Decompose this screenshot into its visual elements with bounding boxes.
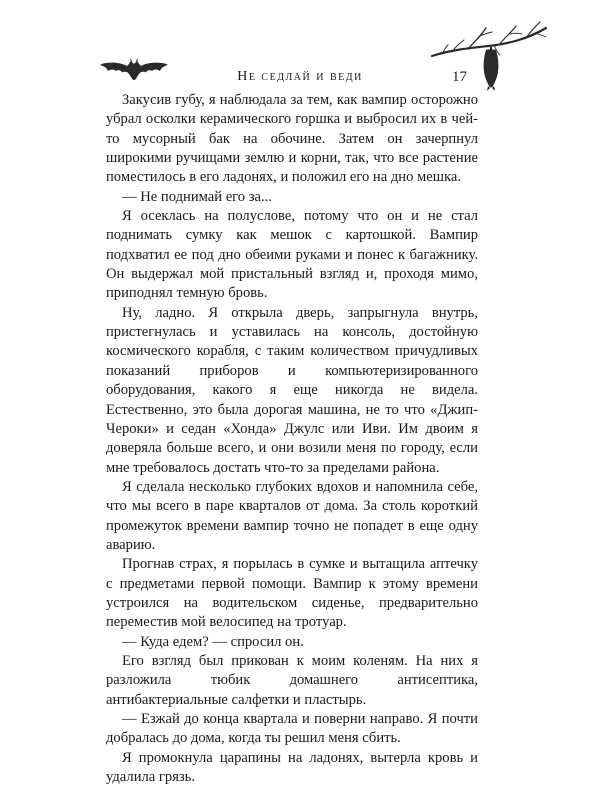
paragraph: Его взгляд был прикован к моим коленям. На них я разложила тюбик домашнего антисептика, антибактериальные салфетки и пластырь.	[106, 652, 478, 708]
paragraph: Прогнав страх, я порылась в сумке и вытащила аптечку с предметами первой помощи. Вампир к этому времени устроился на водительском сиденье, предварительно переместив мой велосипед на тротуар.	[106, 556, 478, 631]
page-header	[0, 0, 600, 100]
paragraph: Ну, ладно. Я открыла дверь, запрыгнула внутрь, пристегнулась и уставилась на консоль, достойную космического корабля, с таким количеством причудливых показаний приборов и компьютеризированного оборудования, какого я еще никогда не видела. Естественно, это была дорогая машина, не то что «Джип-Чероки» и седан «Хонда» Джулс или Иви. Им двоим я доверяла больше всего, и они возили меня по городу, если мне требовалось достать что-то за пределами района.	[106, 304, 478, 476]
page-number: 17	[452, 69, 467, 85]
paragraph: Я осеклась на полуслове, потому что он и не стал поднимать сумку как мешок с картошкой. Вампир подхватил ее под дно обеими руками и понес к багажнику. Он выдержал мой пристальный взгляд и, проходя мимо, приподнял темную бровь.	[106, 208, 478, 302]
bat-icon	[100, 56, 168, 82]
paragraph: Я сделала несколько глубоких вдохов и напомнила себе, что мы всего в паре кварталов от дома. За столь короткий промежуток времени вампир точно не попадет в еще одну аварию.	[106, 478, 478, 553]
paragraph: Закусив губу, я наблюдала за тем, как вампир осторожно убрал осколки керамического горшка и выбросил их в чей-то мусорный бак на обочине. Затем он зачерпнул широкими ручищами землю и корни, так, что все растение поместилось в его ладонях, и положил его на дно мешка.	[106, 92, 478, 186]
branch-with-hanging-bat-icon	[430, 20, 548, 98]
paragraph: — Езжай до конца квартала и поверни направо. Я почти добралась до дома, когда ты решил меня сбить.	[106, 711, 478, 747]
running-title: Не седлай и веди	[237, 69, 363, 84]
body-text	[106, 91, 478, 787]
paragraph: — Куда едем? — спросил он.	[122, 633, 304, 650]
paragraph: — Не поднимай его за...	[122, 188, 272, 205]
paragraph: Я промокнула царапины на ладонях, вытерла кровь и удалила грязь.	[106, 749, 478, 786]
